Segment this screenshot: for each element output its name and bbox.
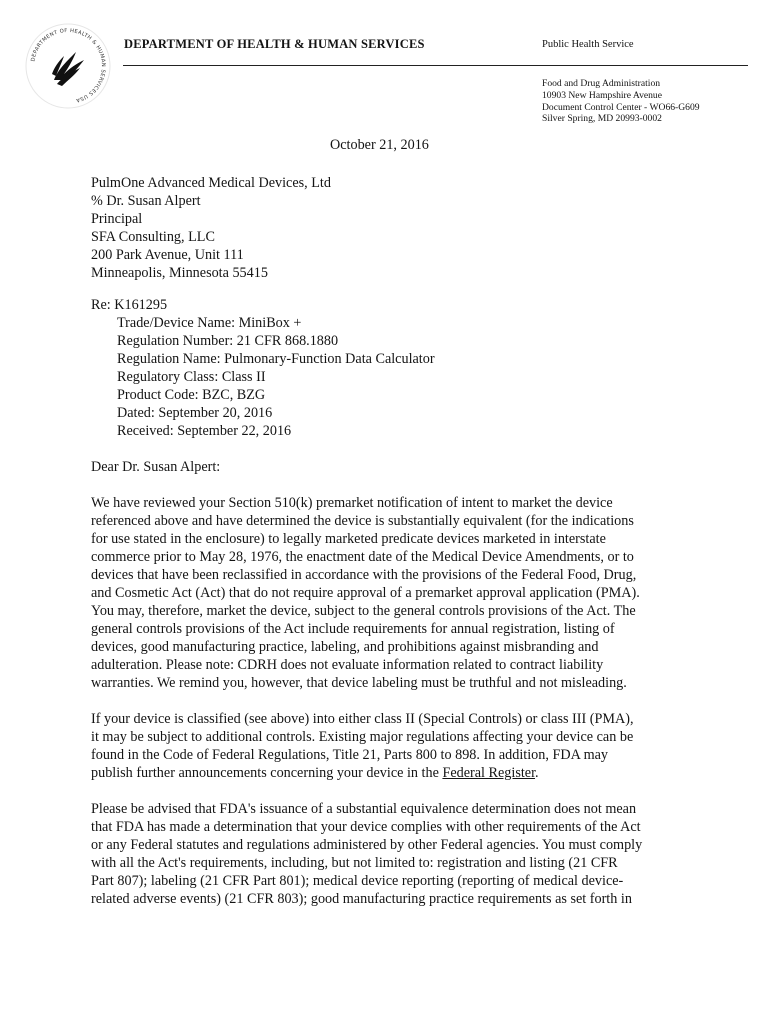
paragraph-line: general controls provisions of the Act include requirements for annual registration, listing of — [91, 621, 615, 637]
paragraph-line: If your device is classified (see above) into either class II (Special Controls) or class III (PMA), — [91, 711, 634, 727]
paragraph-line: and Cosmetic Act (Act) that do not require approval of a premarket approval application (PMA). — [91, 585, 640, 601]
hhs-seal-logo — [24, 22, 112, 110]
paragraph-line: it may be subject to additional controls. Existing major regulations affecting your device can be — [91, 729, 634, 745]
paragraph-line — [91, 764, 691, 782]
reference-number: Re: K161295 — [91, 297, 168, 313]
reference-item: Product Code: BZC, BZG — [117, 387, 266, 403]
fda-address — [542, 78, 700, 125]
text-run: . — [535, 765, 539, 781]
department-title: DEPARTMENT OF HEALTH & HUMAN SERVICES — [124, 37, 425, 51]
paragraph-line: referenced above and have determined the device is substantially equivalent (for the indications — [91, 513, 634, 529]
text-run: publish further announcements concerning your device in the — [91, 765, 443, 781]
recipient-line: 200 Park Avenue, Unit 111 — [91, 247, 244, 263]
header-divider — [123, 65, 748, 66]
paragraph-line: devices that have been reclassified in accordance with the provisions of the Federal Food, Drug, — [91, 567, 637, 583]
paragraph-line: devices, good manufacturing practice, labeling, and prohibitions against misbranding and — [91, 639, 599, 655]
paragraph-line: with all the Act's requirements, including, but not limited to: registration and listing (21 CFR — [91, 855, 618, 871]
paragraph-line: commerce prior to May 28, 1976, the enactment date of the Medical Device Amendments, or to — [91, 549, 634, 565]
address-line: Document Control Center - WO66-G609 — [542, 101, 700, 113]
address-line: Silver Spring, MD 20993-0002 — [542, 113, 662, 125]
paragraph-line: found in the Code of Federal Regulations, Title 21, Parts 800 to 898. In addition, FDA may — [91, 747, 609, 763]
recipient-line: SFA Consulting, LLC — [91, 229, 215, 245]
reference-item: Trade/Device Name: MiniBox + — [117, 315, 302, 331]
paragraph-1 — [91, 494, 691, 692]
reference-item: Dated: September 20, 2016 — [117, 405, 273, 421]
reference-item: Regulatory Class: Class II — [117, 369, 266, 385]
reference-item: Regulation Number: 21 CFR 868.1880 — [117, 333, 339, 349]
recipient-address — [91, 174, 331, 282]
reference-details — [117, 314, 435, 440]
reference-item: Received: September 22, 2016 — [117, 423, 292, 439]
paragraph-line: warranties. We remind you, however, that device labeling must be truthful and not misleading. — [91, 675, 627, 691]
paragraph-line: We have reviewed your Section 510(k) premarket notification of intent to market the device — [91, 495, 613, 511]
paragraph-2 — [91, 710, 691, 782]
letter-date: October 21, 2016 — [330, 137, 429, 153]
paragraph-3 — [91, 800, 691, 908]
salutation: Dear Dr. Susan Alpert: — [91, 459, 221, 475]
reference-item: Regulation Name: Pulmonary-Function Data Calculator — [117, 351, 435, 367]
paragraph-line: related adverse events) (21 CFR 803); good manufacturing practice requirements as set forth in — [91, 891, 632, 907]
paragraph-line: that FDA has made a determination that your device complies with other requirements of the Act — [91, 819, 641, 835]
paragraph-line: Please be advised that FDA's issuance of a substantial equivalence determination does not mean — [91, 801, 637, 817]
address-line: 10903 New Hampshire Avenue — [542, 89, 662, 101]
paragraph-line: or any Federal statutes and regulations administered by other Federal agencies. You must comply — [91, 837, 643, 853]
recipient-line: PulmOne Advanced Medical Devices, Ltd — [91, 175, 331, 191]
recipient-line: % Dr. Susan Alpert — [91, 193, 201, 209]
paragraph-line: for use stated in the enclosure) to legally marketed predicate devices marketed in interstate — [91, 531, 606, 547]
address-line: Food and Drug Administration — [542, 78, 661, 89]
paragraph-line: You may, therefore, market the device, subject to the general controls provisions of the Act. The — [91, 603, 636, 619]
recipient-line: Minneapolis, Minnesota 55415 — [91, 265, 268, 281]
recipient-line: Principal — [91, 211, 143, 227]
federal-register-reference: Federal Register — [442, 765, 536, 781]
paragraph-line: adulteration. Please note: CDRH does not evaluate information related to contract liability — [91, 657, 604, 673]
service-name: Public Health Service — [542, 39, 634, 50]
svg-text:DEPARTMENT OF HEALTH & HUMAN S: DEPARTMENT OF HEALTH & HUMAN SERVICES USA — [30, 27, 107, 104]
paragraph-line: Part 807); labeling (21 CFR Part 801); medical device reporting (reporting of medical device- — [91, 873, 624, 889]
